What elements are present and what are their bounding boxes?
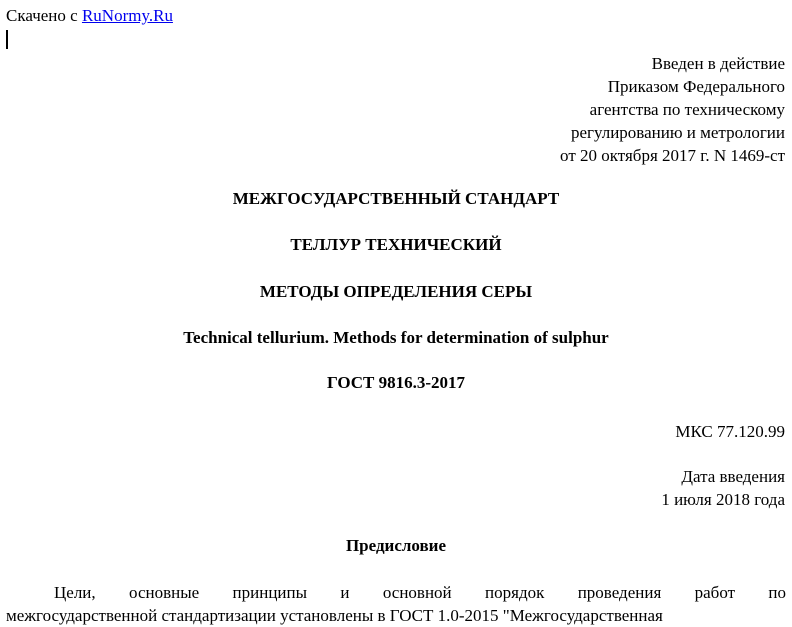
text-cursor [6,30,8,49]
effective-date-label: Дата введения [681,467,785,486]
intro-block [560,52,785,167]
intro-line: Введен в действие [651,54,785,73]
source-link[interactable]: RuNormy.Ru [81,6,173,25]
intro-line: регулированию и метрологии [570,123,785,142]
intro-line: агентства по техническому [589,100,785,119]
source-line [6,6,173,26]
gost-number: ГОСТ 9816.3-2017 [326,373,466,392]
source-prefix: Скачено с [6,6,82,25]
mks-code: МКС 77.120.99 [675,422,785,441]
english-title: Technical tellurium. Methods for determination of sulphur [183,328,609,347]
intro-line: Приказом Федерального [607,77,785,96]
standard-type-heading: МЕЖГОСУДАРСТВЕННЫЙ СТАНДАРТ [232,189,560,208]
intro-line: от 20 октября 2017 г. N 1469-ст [560,146,785,165]
document-title: ТЕЛЛУР ТЕХНИЧЕСКИЙ [290,235,502,254]
document-subtitle: МЕТОДЫ ОПРЕДЕЛЕНИЯ СЕРЫ [259,282,533,301]
preface-line: Цели, основные принципы и основной порядок проведения работ по [54,583,786,602]
preface-line: межгосударственной стандартизации установлены в ГОСТ 1.0-2015 "Межгосударственная [6,606,663,625]
preface-heading: Предисловие [345,536,447,555]
effective-date-value: 1 июля 2018 года [661,490,785,509]
preface-paragraph [6,581,786,627]
